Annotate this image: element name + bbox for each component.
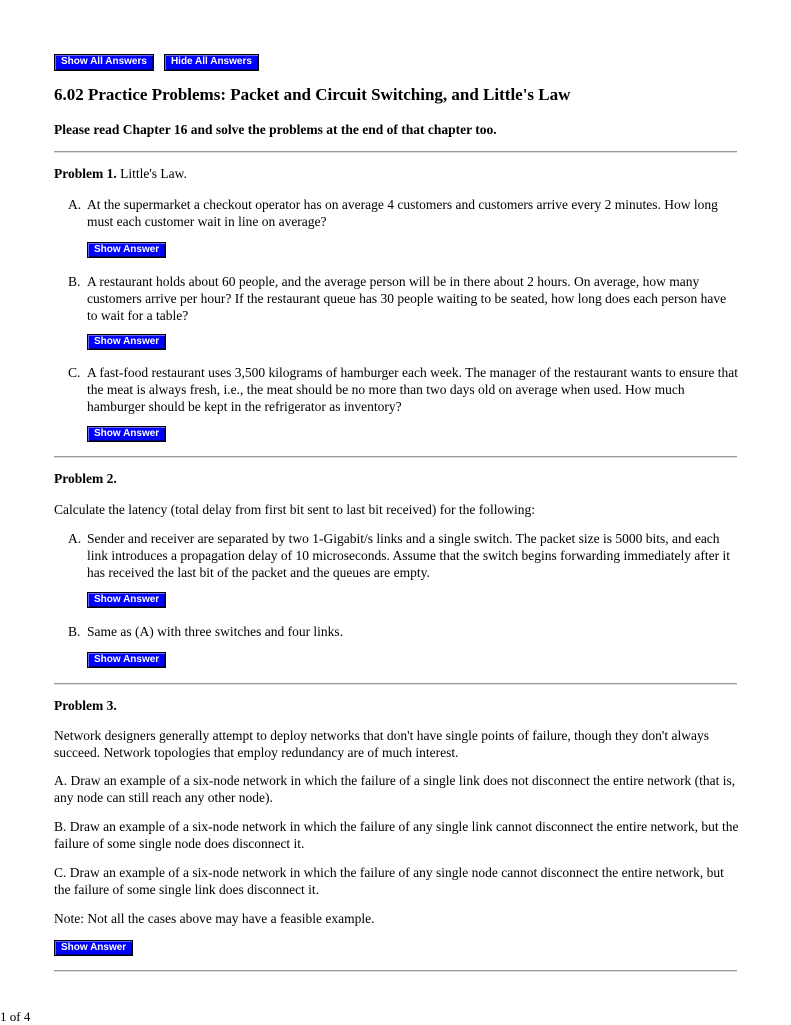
show-answer-button[interactable]: Show Answer: [87, 334, 166, 350]
problem-3-heading: Problem 3.: [54, 698, 117, 713]
divider: [54, 456, 737, 458]
item-letter: A.: [68, 531, 82, 546]
page-title: 6.02 Practice Problems: Packet and Circuit Switching, and Little's Law: [54, 85, 571, 104]
page-number: 1 of 4: [0, 1009, 31, 1024]
item-text: At the supermarket a checkout operator has on average 4 customers and customers arrive every 2 minutes. How long must each customer wait in line on average?: [87, 197, 718, 229]
divider: [54, 970, 737, 972]
problem-1-subtitle: Little's Law.: [120, 166, 187, 181]
item-text: Sender and receiver are separated by two 1-Gigabit/s links and a single switch. The packet size is 5000 bits, and each link introduces a propagation delay of 10 microseconds. Assume that the switch begins forwarding immediately after it has received the last bit of the packet and the queues are empty.: [87, 531, 730, 580]
problem-1-heading: Problem 1.: [54, 166, 117, 181]
show-answer-button[interactable]: Show Answer: [87, 426, 166, 442]
item-text: A restaurant holds about 60 people, and the average person will be in there about 2 hours. On average, how many customers arrive per hour? If the restaurant queue has 30 people waiting to be seated, how long does each person have to wait for a table?: [87, 274, 727, 323]
show-all-answers-button[interactable]: Show All Answers: [54, 54, 154, 71]
show-answer-button[interactable]: Show Answer: [54, 940, 133, 956]
item-letter: B.: [68, 624, 81, 639]
item-text: A fast-food restaurant uses 3,500 kilograms of hamburger each week. The manager of the restaurant wants to ensure that the meat is always fresh, i.e., the meat should be no more than two days old on average when used. How much hamburger should be kept in the refrigerator as inventory?: [87, 365, 739, 414]
divider: [54, 151, 737, 153]
problem-3-intro: Network designers generally attempt to deploy networks that don't have single points of failure, though they don't always succeed. Network topologies that employ redundancy are of much interest.: [54, 728, 709, 760]
hide-all-answers-button[interactable]: Hide All Answers: [164, 54, 259, 71]
item-text: Same as (A) with three switches and four links.: [87, 624, 344, 639]
problem-2-item-a: [68, 530, 740, 581]
show-answer-button[interactable]: Show Answer: [87, 242, 166, 258]
item-letter: B.: [68, 274, 81, 289]
problem-1-item-a: [68, 196, 740, 230]
problem-2-item-b: [68, 623, 740, 640]
problem-2-title: [54, 471, 117, 487]
problem-3-part-b: B. Draw an example of a six-node network in which the failure of any single link cannot disconnect the entire network, but the failure of some single node does disconnect it.: [54, 819, 739, 851]
divider: [54, 683, 737, 685]
problem-3-note: Note: Not all the cases above may have a feasible example.: [54, 911, 375, 926]
problem-2-intro: Calculate the latency (total delay from first bit sent to last bit received) for the following:: [54, 502, 535, 517]
item-letter: C.: [68, 365, 81, 380]
show-answer-button[interactable]: Show Answer: [87, 592, 166, 608]
problem-3-part-a: A. Draw an example of a six-node network in which the failure of a single link does not disconnect the entire network (that is, any node can still reach any other node).: [54, 773, 736, 805]
problem-1-title: [54, 166, 187, 182]
problem-3-title: [54, 698, 117, 714]
problem-3-part-c: C. Draw an example of a six-node network in which the failure of any single node cannot disconnect the entire network, but the failure of some single link does disconnect it.: [54, 865, 724, 897]
problem-1-item-c: [68, 364, 740, 415]
show-answer-button[interactable]: Show Answer: [87, 652, 166, 668]
problem-1-item-b: [68, 273, 740, 324]
problem-2-heading: Problem 2.: [54, 471, 117, 486]
intro-text: Please read Chapter 16 and solve the problems at the end of that chapter too.: [54, 122, 497, 137]
item-letter: A.: [68, 197, 82, 212]
top-button-bar: [54, 51, 269, 71]
